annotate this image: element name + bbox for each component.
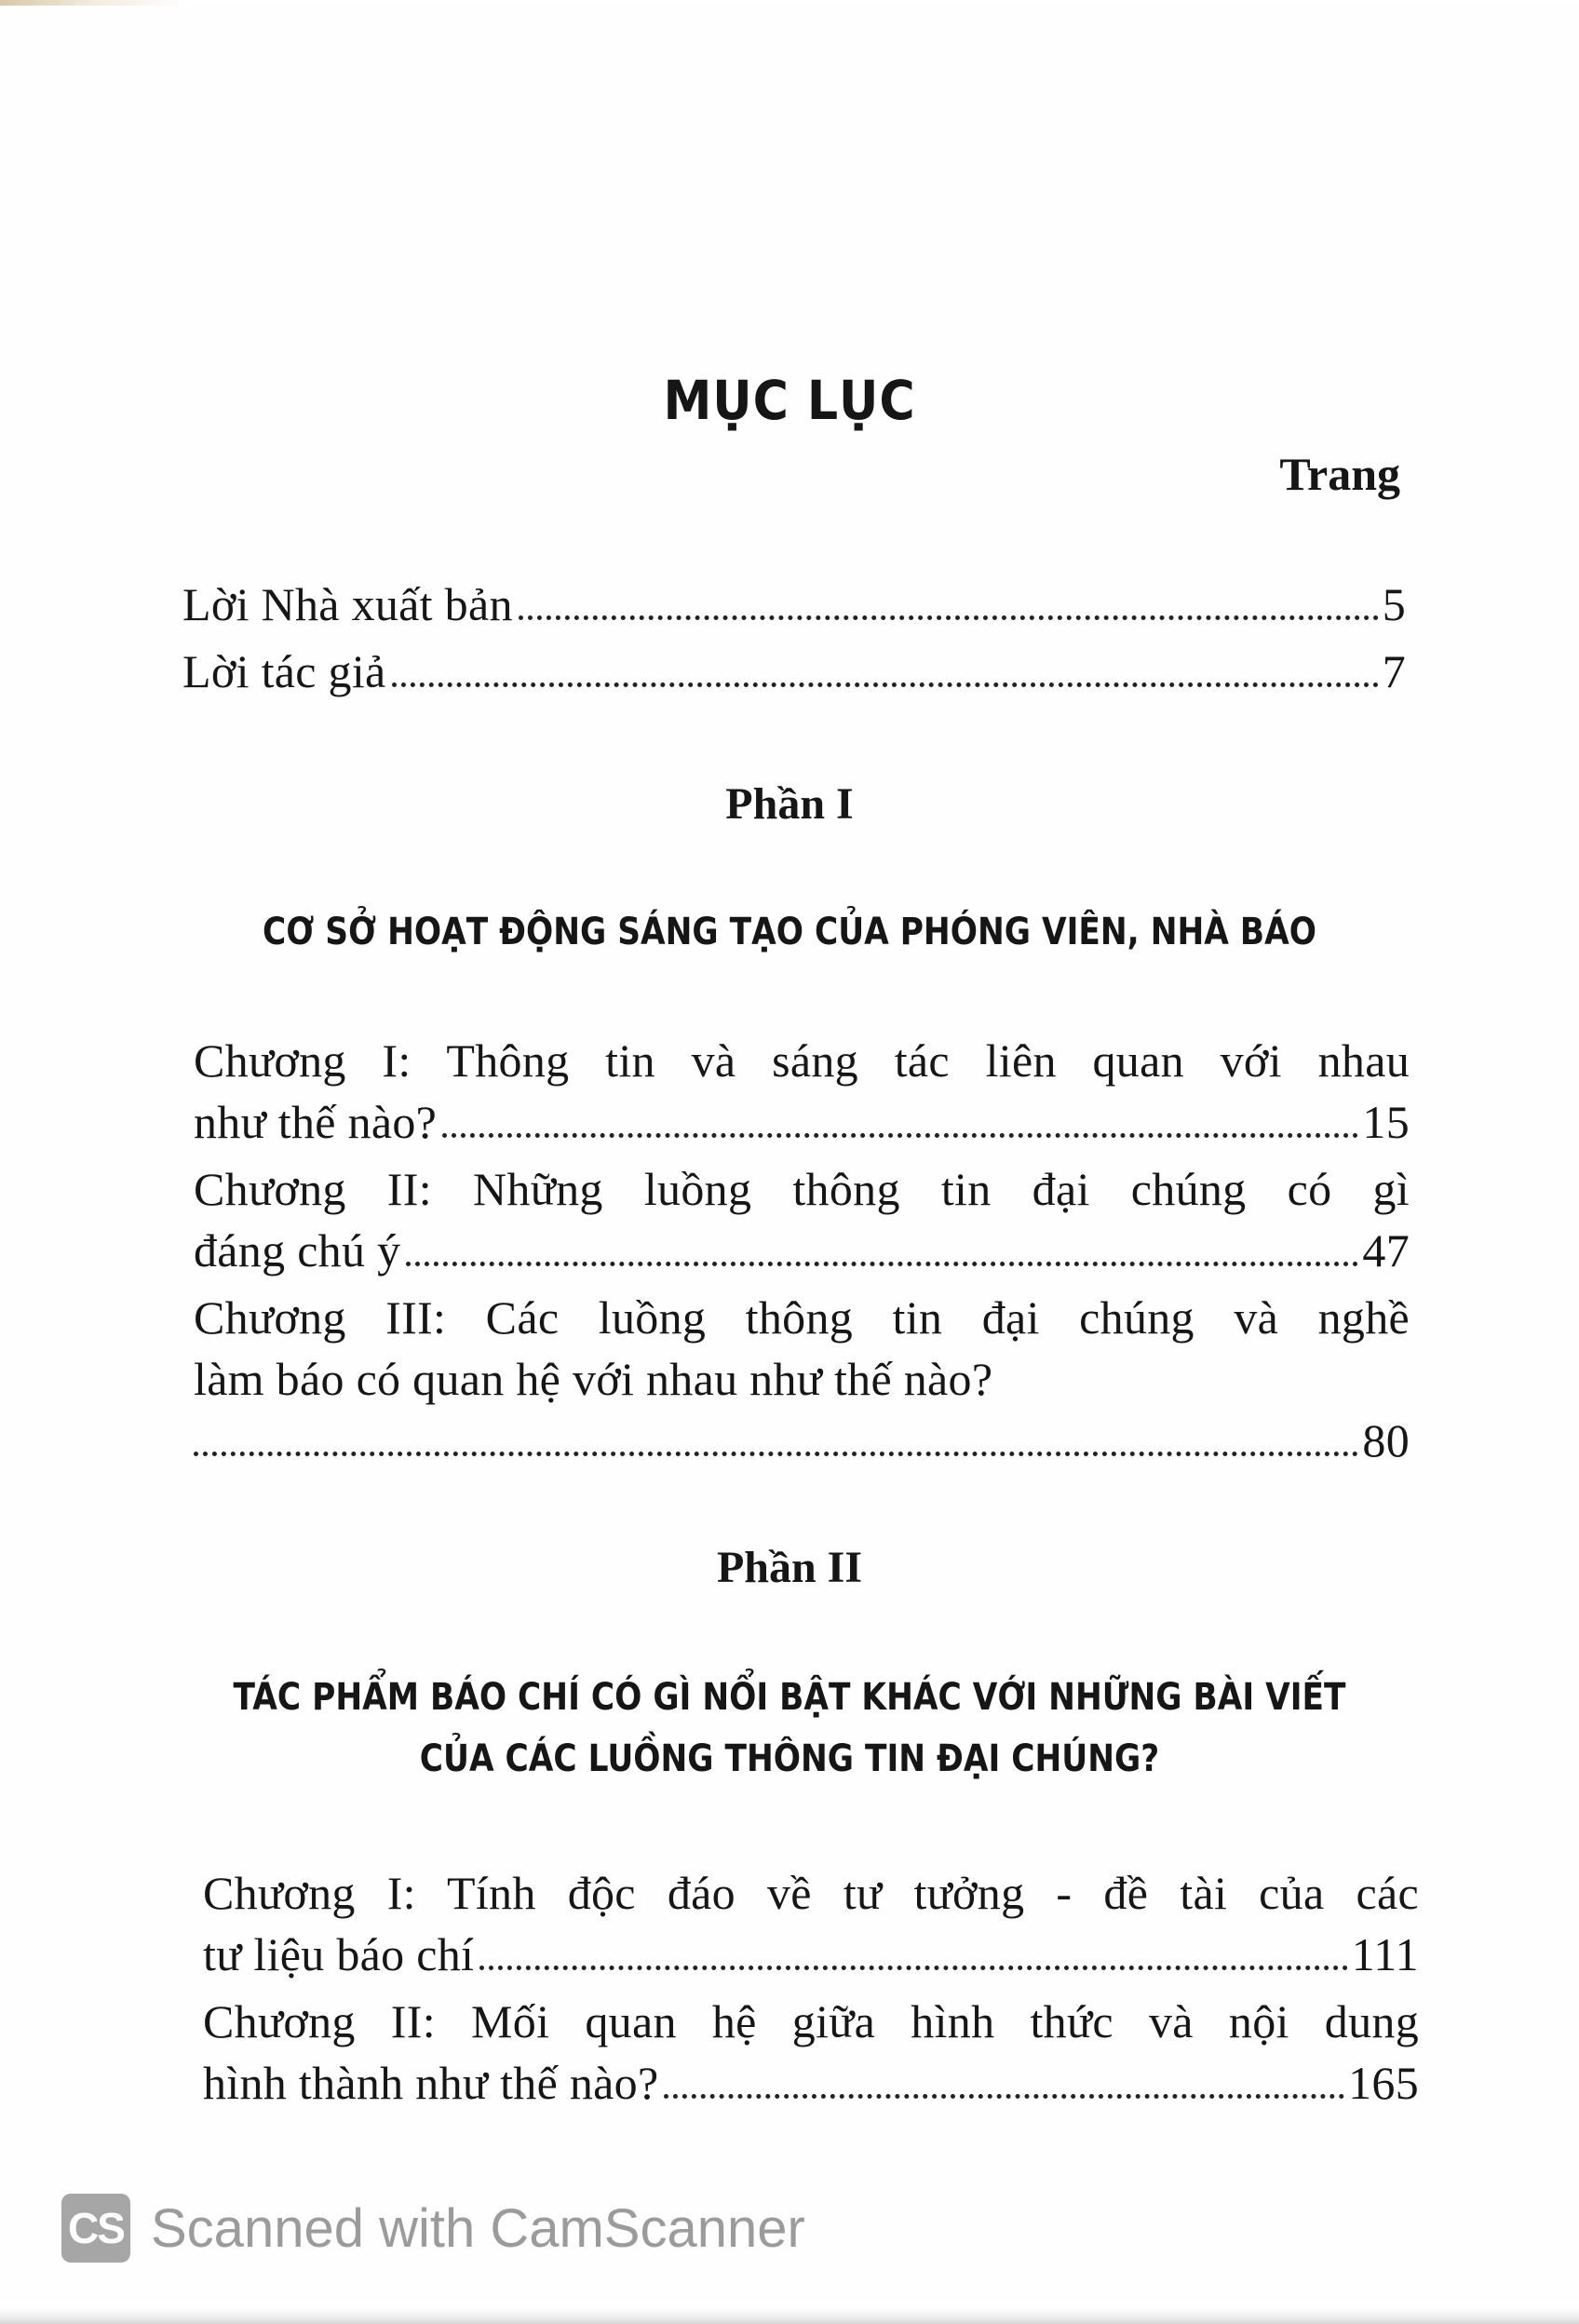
part-heading: CƠ SỞ HOẠT ĐỘNG SÁNG TẠO CỦA PHÓNG VIÊN, NHÀ BÁO <box>262 911 1317 953</box>
part-heading: CỦA CÁC LUỒNG THÔNG TIN ĐẠI CHÚNG? <box>419 1737 1160 1780</box>
dot-leader <box>194 1452 1358 1456</box>
chapter-entry <box>203 1991 1419 2114</box>
chapter-title-line: như thế nào? <box>194 1096 438 1148</box>
part-label: Phần I <box>725 779 854 829</box>
front-matter-entry <box>182 641 1406 702</box>
camscanner-watermark <box>61 2194 805 2263</box>
entry-page-number: 80 <box>1362 1414 1410 1466</box>
entry-page-number: 111 <box>1351 1928 1419 1980</box>
entry-page-number: 15 <box>1362 1096 1410 1148</box>
chapter-title-line: làm báo có quan hệ với nhau như thế nào? <box>194 1353 993 1405</box>
part-label: Phần II <box>716 1543 863 1592</box>
page-column-label: Trang <box>1279 448 1400 500</box>
toc-title: MỤC LỤC <box>663 369 916 432</box>
dot-leader <box>442 1133 1358 1138</box>
watermark-text: Scanned with CamScanner <box>151 2197 805 2259</box>
entry-title: Lời tác giả <box>182 645 386 697</box>
entry-title: Lời Nhà xuất bản <box>182 578 513 630</box>
chapter-entry <box>194 1158 1410 1281</box>
chapter-entry <box>203 1862 1419 1985</box>
entry-page-number: 47 <box>1362 1224 1410 1277</box>
page-bottom-edge <box>0 2307 1579 2324</box>
chapter-entry <box>194 1287 1410 1471</box>
chapter-title-line: Chương III: Các luồng thông tin đại chúng và nghề <box>194 1291 1410 1344</box>
chapter-title-line: đáng chú ý <box>194 1224 401 1277</box>
entry-page-number: 5 <box>1382 578 1406 630</box>
chapter-title-line: hình thành như thế nào? <box>203 2057 659 2109</box>
dot-leader <box>406 1262 1358 1266</box>
dot-leader <box>664 2094 1344 2099</box>
part-heading: TÁC PHẨM BÁO CHÍ CÓ GÌ NỔI BẬT KHÁC VỚI NHỮNG BÀI VIẾT <box>233 1676 1346 1719</box>
chapter-title-line: Chương I: Thông tin và sáng tác liên quan với nhau <box>194 1034 1410 1087</box>
chapter-entry <box>194 1030 1410 1153</box>
front-matter-entry <box>182 574 1406 635</box>
entry-page-number: 7 <box>1382 645 1406 697</box>
page-top-edge <box>0 0 1579 6</box>
entry-page-number: 165 <box>1348 2057 1419 2109</box>
chapter-title-line: tư liệu báo chí <box>203 1928 475 1980</box>
chapter-title-line: Chương II: Những luồng thông tin đại chúng có gì <box>194 1163 1410 1215</box>
dot-leader <box>392 682 1379 687</box>
camscanner-logo-icon: CS <box>61 2194 130 2263</box>
dot-leader <box>479 1966 1348 1970</box>
chapter-title-line: Chương I: Tính độc đáo về tư tưởng - đề tài của các <box>203 1867 1419 1919</box>
chapter-title-line: Chương II: Mối quan hệ giữa hình thức và nội dung <box>203 1995 1419 2047</box>
dot-leader <box>519 615 1379 620</box>
